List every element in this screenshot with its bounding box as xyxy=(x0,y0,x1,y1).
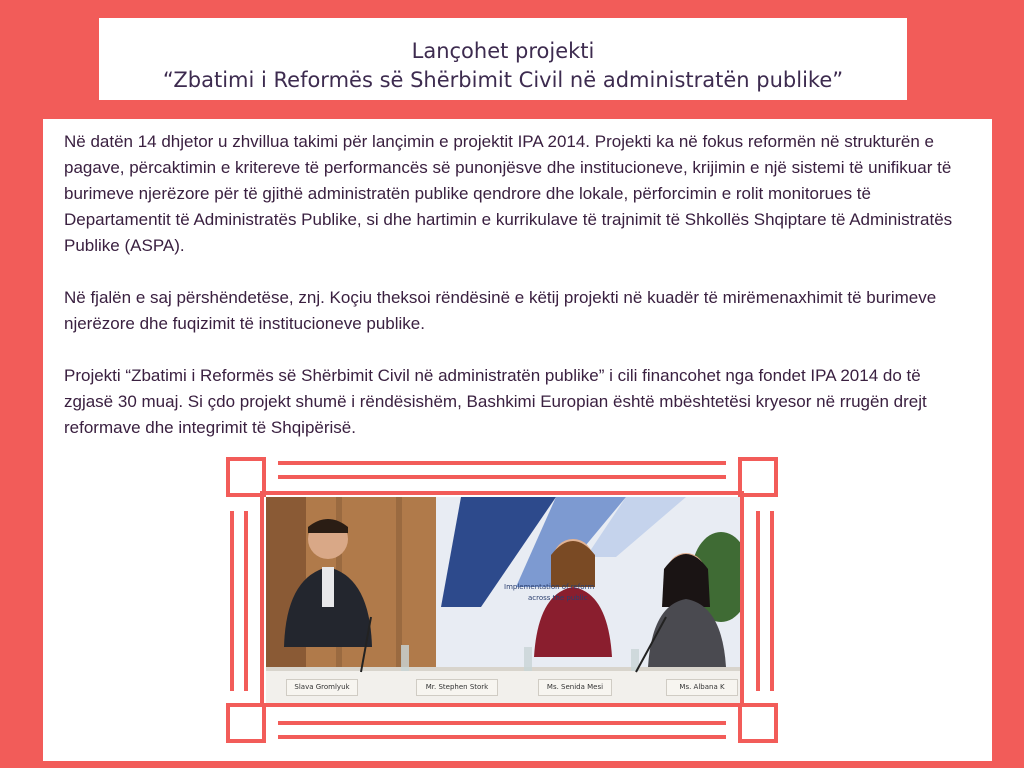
nameplate-1: Slava Gromlyuk xyxy=(286,679,358,696)
article-body xyxy=(64,129,974,467)
nameplate-4: Ms. Albana K xyxy=(666,679,738,696)
title-box xyxy=(99,18,907,100)
decorative-frame xyxy=(226,455,782,745)
banner-text-1: Implementation of reform xyxy=(504,583,595,591)
nameplate-3: Ms. Senida Mesi xyxy=(538,679,612,696)
content-panel xyxy=(43,119,992,761)
nameplate-2: Mr. Stephen Stork xyxy=(416,679,498,696)
banner-text-2: across the public xyxy=(528,594,588,602)
paragraph-3: Projekti “Zbatimi i Reformës së Shërbimit Civil në administratën publike” i cili financohet nga fondet IPA 2014 do të zgjasë 30 muaj. Si çdo projekt shumë i rëndësishëm, Bashkimi Europian është mbështetësi kryesor në rrugën drejt reformave dhe integrimit të Shqipërisë. xyxy=(64,366,927,437)
paragraph-2: Në fjalën e saj përshëndetëse, znj. Koçiu theksoi rëndësinë e këtij projekti në kuadër të mirëmenaxhimit të burimeve njerëzore dhe fuqizimit të institucioneve publike. xyxy=(64,288,937,333)
title-line-1: Lançohet projekti xyxy=(411,39,595,63)
paragraph-1: Në datën 14 dhjetor u zhvillua takimi për lançimin e projektit IPA 2014. Projekti ka në fokus reformën në strukturën e pagave, përcaktimin e kritereve të performancës së punonjësve dhe institucioneve, krijimin e një sistemi të unifikuar të burimeve njerëzore për të gjithë administratën publike qendrore dhe lokale, përforcimin e rolit monitorues të Departamentit të Administratës Publike, si dhe hartimin e kurrikulave të trajnimit të Shkollës Shqiptare të Administratës Publike (ASPA). xyxy=(64,132,953,255)
title-line-2: “Zbatimi i Reformës së Shërbimit Civil në administratën publike” xyxy=(162,68,844,92)
